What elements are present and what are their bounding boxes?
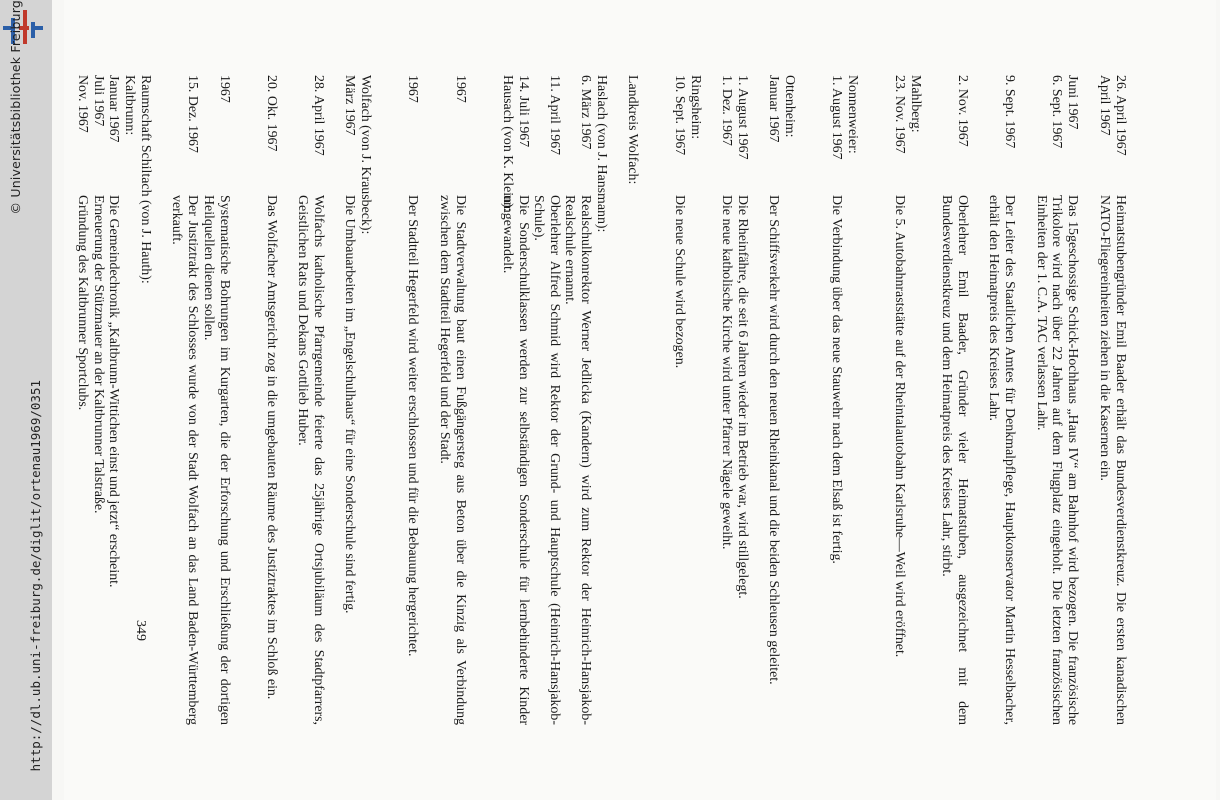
date-line: Juli 1967 [91,75,106,127]
entry-date [765,75,781,195]
date-line: 2. Nov. 1967 [955,75,970,147]
entry-text: Wolfachs katholische Pfarrgemeinde feierte das 25jährige Ortsjubiläum des Stadtpfarrers, Geistlichen Rats und Dekans Gottlieb Huber. [295,195,326,725]
date-line: 20. Okt. 1967 [264,75,279,152]
entry-text: Die Rheinfähre, die seit 6 Jahren wieder im Betrieb war, wird stillgelegt. [735,195,750,599]
date-line: März 1967 [342,75,357,136]
entry-date [891,75,907,195]
viewer-sidebar [0,0,52,800]
entry-text: Erneuerung der Stützmauer an der Kaltbrunner Talstraße. [91,195,106,514]
entry-text: Heimatstubengründer Emil Baader erhält das Bundesverdienstkreuz. Die ersten kanadischen NATO-Fliegereinheiten ziehen in die Kasernen ein. [1097,195,1128,725]
entry-text: Der Stadtteil Hegerfeld wird weiter erschlossen und für die Bebauung hergerichtet. [405,195,420,657]
date-line: April 1967 [1097,75,1113,136]
entry-date [577,75,593,195]
entry-text: Oberlehrer Alfred Schmid wird Rektor der Grund- und Hauptschule (Heinrich-Hansjakob-Schule). [531,195,562,725]
date-line: 26. April 1967 [1113,75,1128,156]
section-heading: Hausach (von K. Klein): [500,75,515,212]
entry-date [105,75,121,195]
entry-date [1001,75,1017,195]
date-line: 10. Sept. 1967 [672,75,687,156]
entry-date [828,75,844,195]
section-heading: Haslach (von J. Hansmann): [594,75,609,233]
date-line: Juni 1967 [1065,75,1080,130]
page-number: 349 [133,620,148,641]
entry-text: Die Verbindung über das neue Stauwehr nach dem Elsaß ist fertig. [829,195,844,564]
section-heading: Landkreis Wolfach: [625,75,640,185]
date-line: 1967 [217,75,232,103]
date-line: 1. Dez. 1967 [719,75,734,146]
date-line: 1. August 1967 [735,75,750,160]
section-heading: Kaltbrunn: [122,75,137,136]
entry-text: Das Wolfacher Amtsgericht zog in die umgebauten Räume des Justiztraktes im Schloß ein. [264,195,279,700]
entry-text: Die Umbauarbeiten im „Engelschulhaus“ für eine Sonderschule sind fertig. [342,195,357,614]
date-line: 1967 [405,75,420,103]
date-line: 6. März 1967 [578,75,593,150]
entry-text: Die Gemeindechronik „Kaltbrunn-Wittichen einst und jetzt“ erscheint. [106,195,121,588]
date-line: 1967 [453,75,468,103]
entry-date [546,75,562,195]
entry-text: Der Justiztrakt des Schlosses wurde von der Stadt Wolfach an das Land Baden-Württemberg verkauft. [169,195,200,725]
date-line: 23. Nov. 1967 [892,75,907,154]
section-heading: Wolfach (von J. Krausbeck): [358,75,373,235]
section-heading: Ottenheim: [782,75,797,138]
date-line: 9. Sept. 1967 [1002,75,1017,149]
entry-text: Der Schiffsverkehr wird durch den neuen Rheinkanal und die beiden Schleusen geleitet. [766,195,781,685]
date-line: 11. April 1967 [547,75,562,156]
date-line: 14. Juli 1967 [516,75,531,148]
entry-date [718,75,734,195]
section-heading: Ringsheim: [688,75,703,140]
entry-text: Die neue Schule wird bezogen. [672,195,687,369]
entry-text: Die Stadtverwaltung baut einen Fußgängersteg aus Beton über die Kinzig als Verbindung zwischen dem Stadtteil Hegerfeld und der Stadt. [437,195,468,725]
entry-date [954,75,970,195]
entry-text: Realschulkonrektor Werner Jedlicka (Kandern) wird zum Rektor der Heinrich-Hansjakob-Realschule ernannt. [562,195,593,725]
date-line: Januar 1967 [766,75,781,143]
entry-date [184,75,200,195]
entry-date [404,75,420,195]
entry-text: Der Leiter des Staatlichen Amtes für Denkmalpflege, Hauptkonservator Martin Hesselbacher, erhält den Heimatpreis des Kreises Lahr. [986,195,1017,725]
section-heading: Raumschaft Schiltach (von J. Hauth): [138,75,153,284]
entry-date [734,75,750,195]
page-content [64,0,1216,800]
entry-date [310,75,326,195]
entry-text: Die 5. Autobahnraststätte auf der Rheintalautobahn Karlsruhe—Weil wird eröffnet. [892,195,907,658]
date-line: 28. April 1967 [311,75,326,156]
entry-date [452,75,468,195]
section-heading: Nonnenweier: [845,75,860,154]
date-line: 1. August 1967 [829,75,844,160]
date-line: 6. Sept. 1967 [1049,75,1065,149]
date-line: 15. Dez. 1967 [185,75,200,153]
entry-date [341,75,357,195]
entry-date [216,75,232,195]
date-line: Januar 1967 [106,75,121,143]
document-url[interactable]: http://dl.ub.uni-freiburg.de/diglit/ortenau1969/0351 [28,380,43,772]
entry-text: Gründung des Kaltbrunner Sportclubs. [75,195,90,411]
entry-date [263,75,279,195]
entry-date [1049,75,1080,195]
entry-date [74,75,90,195]
entry-text: Systematische Bohrungen im Kurgarten, die der Erforschung und Erschließung der dortigen Heilquellen dienen sollen. [201,195,232,725]
entry-date [671,75,687,195]
entry-text: Das 15geschossige Schick-Hochhaus „Haus IV“ am Bahnhof wird bezogen. Die französische Trikolore wird nach über 22 Jahren auf dem Flugplatz eingeholt. Die letzten französischen Einheiten der 1. C.A. TAC verlassen Lahr. [1033,195,1080,725]
entry-date [1097,75,1128,195]
entry-text: Die Sonderschulklassen werden zur selbständigen Sonderschule für lernbehinderte Kinder umgewandelt. [500,195,531,725]
date-line: Nov. 1967 [75,75,90,133]
entry-date [90,75,106,195]
section-heading: Mahlberg: [908,75,923,133]
entry-text: Die neue katholische Kirche wird unter Pfarrer Nägele geweiht. [719,195,734,550]
copyright-notice: © Universitätsbibliothek Freiburg [8,0,23,215]
entry-text: Oberlehrer Emil Baader, Gründer vieler Heimatstuben, ausgezeichnet mit dem Bundesverdienstkreuz und dem Heimatpreis des Kreises Lahr, stirbt. [939,195,970,725]
scanned-page [64,0,1216,800]
entry-date [515,75,531,195]
